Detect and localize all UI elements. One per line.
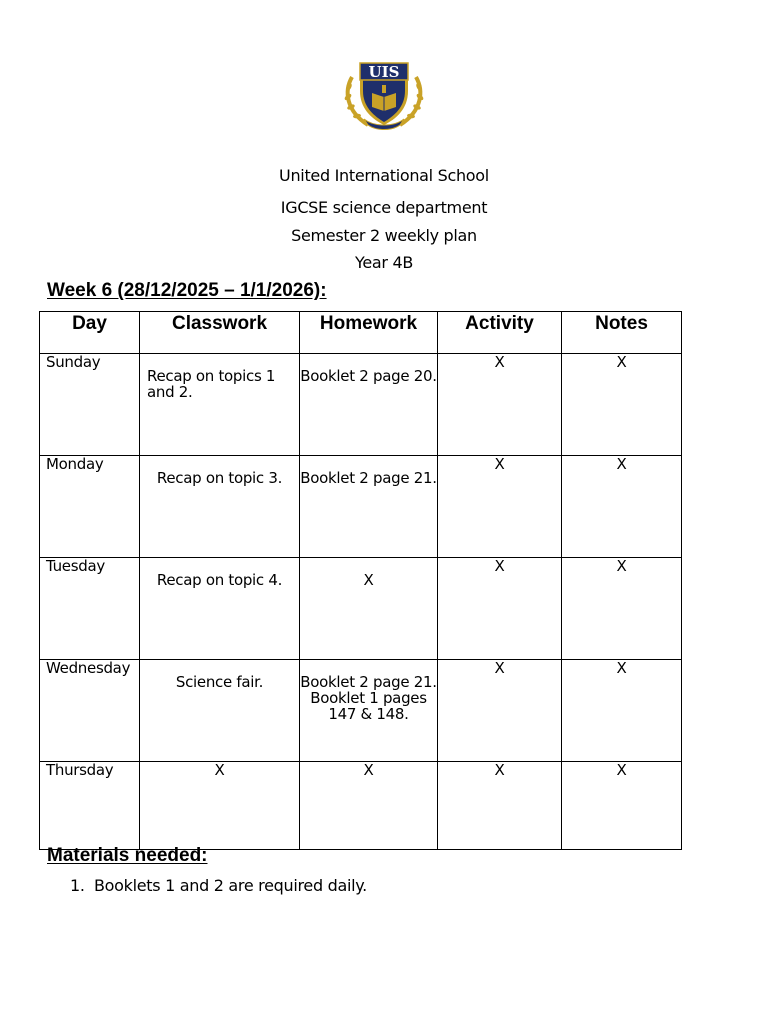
homework-line-extra: Booklet 1 pages 147 & 148.	[310, 689, 427, 723]
activity-cell: X	[438, 762, 562, 850]
department-name: IGCSE science department	[280, 198, 488, 217]
header-activity: Activity	[438, 312, 562, 354]
plan-title: Semester 2 weekly plan	[291, 226, 477, 245]
header-notes: Notes	[562, 312, 682, 354]
school-name: United International School	[279, 166, 489, 185]
activity-cell: X	[438, 558, 562, 660]
day-cell: Tuesday	[40, 558, 140, 660]
homework-cell: Booklet 2 page 20.	[300, 354, 438, 456]
weekly-plan-table	[39, 311, 682, 850]
header-homework: Homework	[300, 312, 438, 354]
list-item-number: 1.	[70, 876, 85, 895]
notes-cell: X	[562, 558, 682, 660]
table-header-row	[40, 312, 682, 354]
classwork-cell: Recap on topics 1 and 2.	[140, 354, 300, 456]
crest-icon	[338, 55, 430, 131]
notes-cell: X	[562, 660, 682, 762]
logo-lettering: UIS	[368, 63, 400, 81]
activity-cell: X	[438, 354, 562, 456]
notes-cell: X	[562, 354, 682, 456]
header-day: Day	[40, 312, 140, 354]
notes-cell: X	[562, 456, 682, 558]
table-row	[40, 558, 682, 660]
homework-cell: X	[300, 558, 438, 660]
materials-title: Materials needed:	[47, 845, 208, 866]
homework-line: Booklet 2 page 21.	[300, 673, 437, 691]
day-cell: Wednesday	[40, 660, 140, 762]
homework-cell	[300, 660, 438, 762]
table-row	[40, 762, 682, 850]
homework-cell: Booklet 2 page 21.	[300, 456, 438, 558]
school-logo	[338, 55, 430, 131]
activity-cell: X	[438, 660, 562, 762]
classwork-cell: Recap on topic 4.	[140, 558, 300, 660]
table-row	[40, 660, 682, 762]
activity-cell: X	[438, 456, 562, 558]
classwork-cell: Science fair.	[140, 660, 300, 762]
homework-cell: X	[300, 762, 438, 850]
day-cell: Monday	[40, 456, 140, 558]
week-title: Week 6 (28/12/2025 – 1/1/2026):	[47, 280, 327, 301]
materials-list	[70, 876, 367, 895]
table-row	[40, 354, 682, 456]
year-group: Year 4B	[354, 253, 414, 272]
day-cell: Thursday	[40, 762, 140, 850]
list-item-text: Booklets 1 and 2 are required daily.	[94, 876, 367, 895]
notes-cell: X	[562, 762, 682, 850]
table-row	[40, 456, 682, 558]
classwork-cell: Recap on topic 3.	[140, 456, 300, 558]
classwork-cell: X	[140, 762, 300, 850]
day-cell: Sunday	[40, 354, 140, 456]
list-item	[70, 876, 367, 895]
header-classwork: Classwork	[140, 312, 300, 354]
